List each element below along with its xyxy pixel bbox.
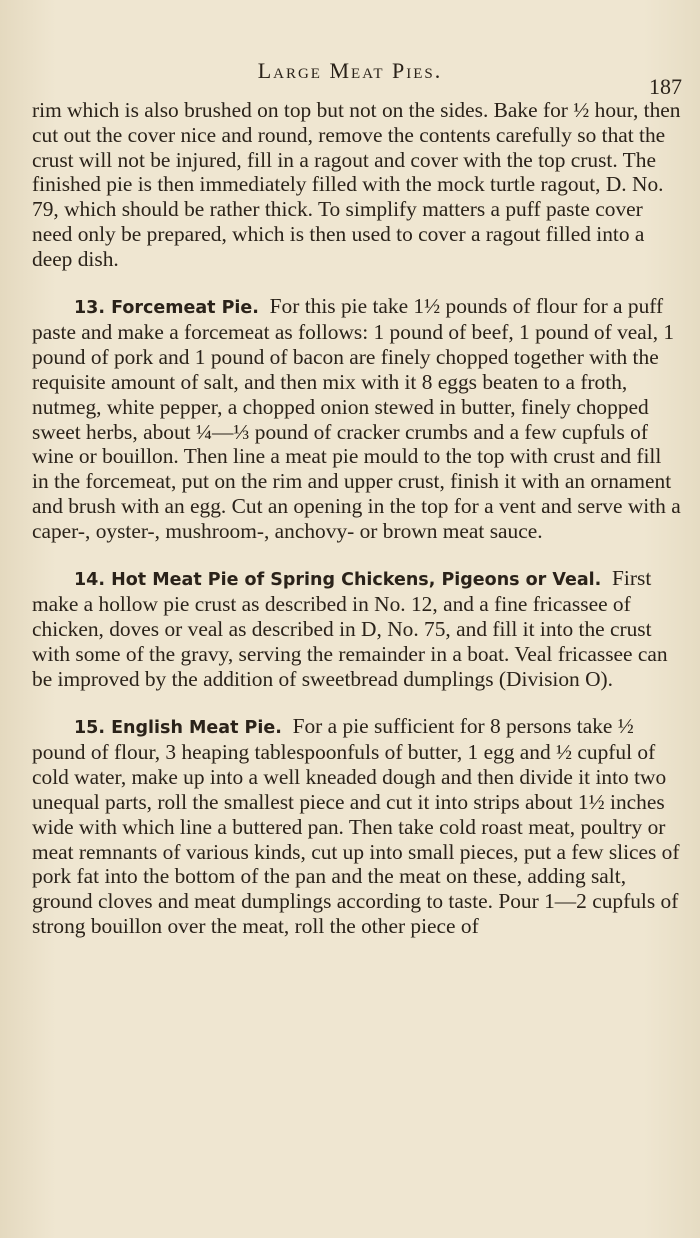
recipe-text: First make a hollow pie crust as described in No. 12, and a fine fricassee of chicken, doves or veal as described in D, No. 75, and fill it into the crust with some of the gravy, serving the remainder in a boat. Veal fricassee can be improved by the addition of sweetbread dumplings (Division O). — [32, 565, 668, 691]
recipe-heading: 15. English Meat Pie. — [74, 717, 282, 738]
running-title: Large Meat Pies. — [257, 58, 443, 83]
recipe-heading: 14. Hot Meat Pie of Spring Chickens, Pigeons or Veal. — [74, 569, 602, 590]
continued-paragraph — [32, 98, 682, 272]
recipe-hot-meat-pie — [32, 566, 682, 692]
recipe-text: For this pie take 1½ pounds of flour for a puff paste and make a forcemeat as follows: 1 pound of beef, 1 pound of veal, 1 pound of pork and 1 pound of bacon are finely chopped together with the requisite amount of salt, and then mix with it 8 eggs beaten to a froth, nutmeg, white pepper, a chopped onion stewed in butter, finely chopped sweet herbs, about ¼—⅓ pound of cracker crumbs and a few cupfuls of wine or bouillon. Then line a meat pie mould to the top with crust and fill in the forcemeat, put on the rim and upper crust, finish it with an ornament and brush with an egg. Cut an opening in the top for a vent and serve with a caper-, oyster-, mushroom-, anchovy- or brown meat sauce. — [32, 293, 681, 543]
page-body — [32, 98, 682, 939]
paragraph-text: rim which is also brushed on top but not on the sides. Bake for ½ hour, then cut out the cover nice and round, remove the contents carefully so that the crust will not be injured, fill in a ragout and cover with the top crust. The finished pie is then immediately filled with the mock turtle ragout, D. No. 79, which should be rather thick. To simplify matters a puff paste cover need only be prepared, which is then used to cover a ragout filled into a deep dish. — [32, 98, 681, 271]
recipe-english-meat-pie — [32, 714, 682, 939]
recipe-text: For a pie sufficient for 8 persons take ½ pound of flour, 3 heaping tablespoonfuls of butter, 1 egg and ½ cupful of cold water, make up into a well kneaded dough and then divide it into two unequal parts, roll the smallest piece and cut it into strips about 1½ inches wide with which line a buttered pan. Then take cold roast meat, poultry or meat remnants of various kinds, cut up into small pieces, put a few slices of pork fat into the bottom of the pan and the meat on these, adding salt, ground cloves and meat dumplings according to taste. Pour 1—2 cupfuls of strong bouillon over the meat, roll the other piece of — [32, 713, 680, 938]
recipe-heading: 13. Forcemeat Pie. — [74, 297, 259, 318]
page-number: 187 — [649, 74, 682, 99]
recipe-forcemeat-pie — [32, 294, 682, 544]
